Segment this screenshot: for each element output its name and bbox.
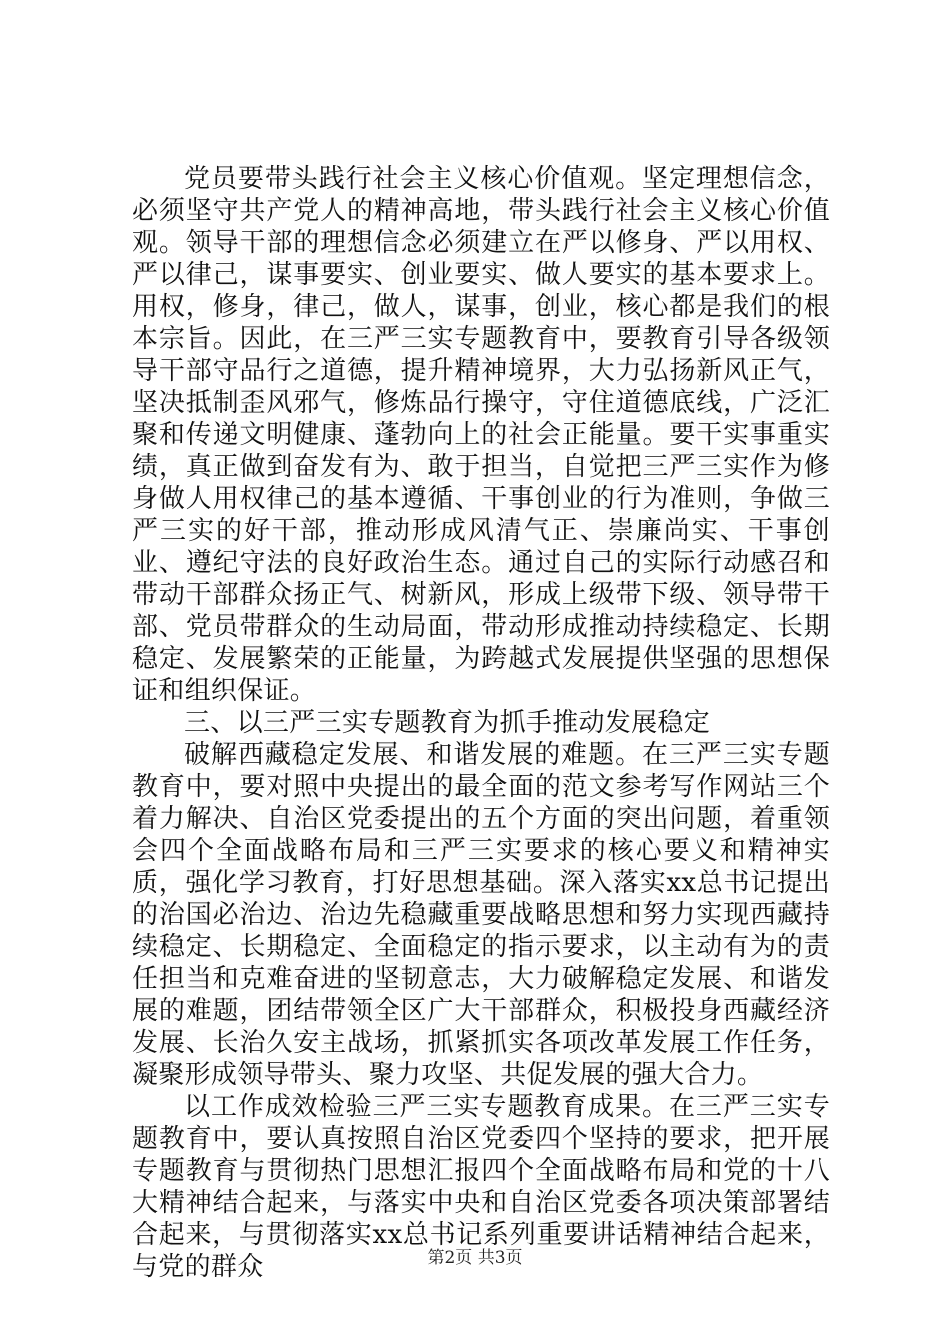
page-number-footer: 第2页 共3页: [427, 1248, 523, 1268]
section-heading-three: 三、以三严三实专题教育为抓手推动发展稳定: [184, 708, 711, 738]
paragraph-tibet-stability: 破解西藏稳定发展、和谐发展的难题。在三严三实专题教育中，要对照中央提出的最全面的范文参考写作网站三个着力解决、自治区党委提出的五个方面的突出问题，着重领会四个全面战略布局和三严三实要求的核心要义和精神实质，强化学习教育，打好思想基础。深入落实xx总书记提出的治国必治边、治边先稳藏重要战略思想和努力实现西藏持续稳定、长期稳定、全面稳定的指示要求，以主动有为的责任担当和克难奋进的坚韧意志，大力破解稳定发展、和谐发展的难题，团结带领全区广大干部群众，积极投身西藏经济发展、长治久安主战场，抓紧抓实各项改革发展工作任务，凝聚形成领导带头、聚力攻坚、共促发展的强大合力。: [132, 740, 830, 1090]
paragraph-work-results: 以工作成效检验三严三实专题教育成果。在三严三实专题教育中，要认真按照自治区党委四个坚持的要求，把开展专题教育与贯彻热门思想汇报四个全面战略布局和党的十八大精神结合起来，与落实中央和自治区党委各项决策部署结合起来，与贯彻落实xx总书记系列重要讲话精神结合起来，与党的群众: [132, 1092, 830, 1282]
document-body: [132, 163, 830, 1283]
paragraph-core-values: 党员要带头践行社会主义核心价值观。坚定理想信念，必须坚守共产党人的精神高地，带头践行社会主义核心价值观。领导干部的理想信念必须建立在严以修身、严以用权、严以律己，谋事要实、创业要实、做人要实的基本要求上。用权，修身，律己，做人，谋事，创业，核心都是我们的根本宗旨。因此，在三严三实专题教育中，要教育引导各级领导干部守品行之道德，提升精神境界，大力弘扬新风正气，坚决抵制歪风邪气，修炼品行操守，守住道德底线，广泛汇聚和传递文明健康、蓬勃向上的社会正能量。要干实事重实绩，真正做到奋发有为、敢于担当，自觉把三严三实作为修身做人用权律己的基本遵循、干事创业的行为准则，争做三严三实的好干部，推动形成风清气正、崇廉尚实、干事创业、遵纪守法的良好政治生态。通过自己的实际行动感召和带动干部群众扬正气、树新风，形成上级带下级、领导带干部、党员带群众的生动局面，带动形成推动持续稳定、长期稳定、发展繁荣的正能量，为跨越式发展提供坚强的思想保证和组织保证。: [132, 164, 830, 706]
